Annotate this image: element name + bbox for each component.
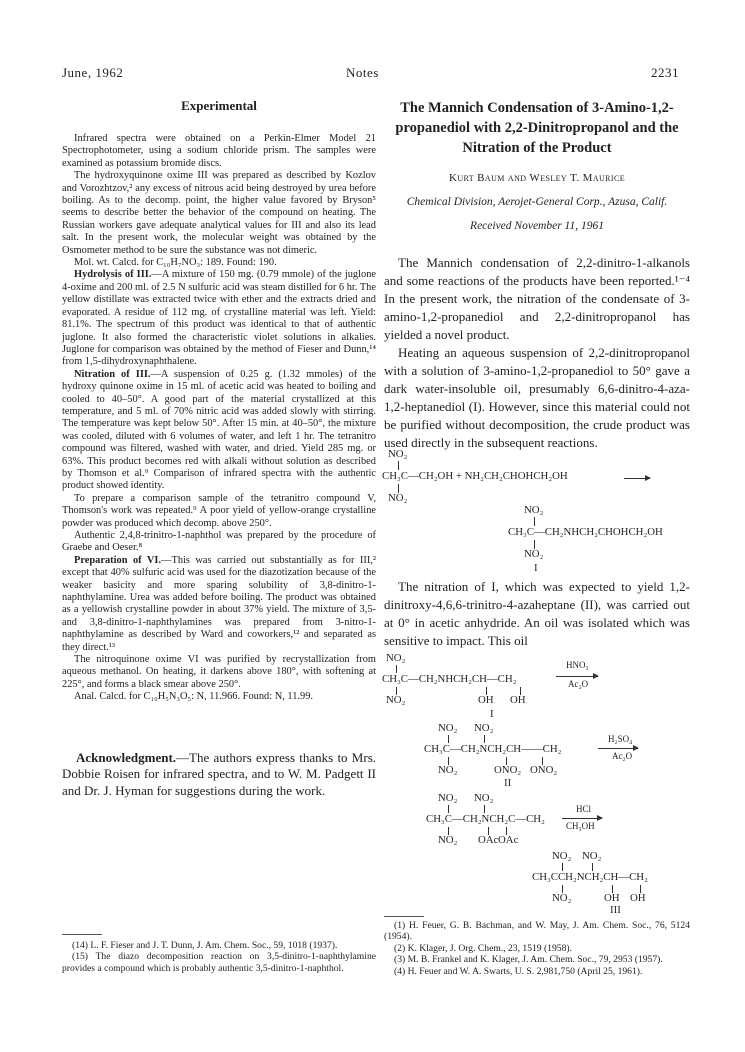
article-title: The Mannich Condensation of 3-Amino-1,2-propanediol with 2,2-Dinitropropanol and the Nitration of the Product xyxy=(395,100,679,156)
paragraph-recrystallization: The nitroquinone oxime VI was purified by recrystallization from aqueous methanol. On heating, it darkens above 180°, with softening at 225°, and forms a black smear above 250°. xyxy=(62,654,376,690)
p1-product: CH₃C—CH₂NHCH₂CHOHCH₂OH xyxy=(508,526,663,538)
reagent-hno3: HNO₃ xyxy=(566,660,589,670)
s3-no2-bottom: NO₂ xyxy=(438,764,458,776)
s5-oh-1: OH xyxy=(604,892,620,904)
hydrolysis-heading: Hydrolysis of III. xyxy=(74,269,152,281)
nitration-heading: Nitration of III. xyxy=(74,368,151,380)
r1-arrow xyxy=(624,478,650,479)
reaction-scheme-1 xyxy=(384,448,690,578)
s4-oac-1: OAc xyxy=(478,834,499,846)
paragraph-infrared: Infrared spectra were obtained on a Perkin-Elmer Model 21 Spectrophotometer, using a sodium chloride prism. The samples were examined as potassium bromide discs. xyxy=(62,133,376,169)
right-column-lower xyxy=(384,578,690,650)
acknowledgment-text: —The authors express thanks to Mrs. Dobbie Roisen for infrared spectra, and to W. M. Padgett II and Dr. J. Hyman for suggestions during the work. xyxy=(62,749,376,798)
left-column xyxy=(62,98,376,812)
footnote-2: (2) K. Klager, J. Org. Chem., 23, 1519 (1958). xyxy=(394,942,572,954)
nitration-text: —A suspension of 0.25 g. (1.32 mmoles) of the hydroxy quinone oxime in 15 ml. of acetic acid was heated to boiling and cooled to 40–50°. A good part of the material crystallized at this temperature, and 5 ml. of 70% nitric acid was added slowly with stirring. The temperature was kept below 50°. After 15 min. at 40–50°, the mixture was cooled, diluted with 6 volumes of water, and left 1 hr. The tetranitro compound was filtered, washed with water, and dried. Yield 285 mg. or 63%. This product becomes red with alkali without solution as described by Thomson et al.⁹ Comparison of infrared spectra with the authentic product showed identity. xyxy=(62,368,376,492)
s3-no2-top-2: NO₂ xyxy=(474,722,494,734)
article-authors: Kurt Baum and Wesley T. Maurice xyxy=(448,172,626,184)
footnote-1: (1) H. Feuer, G. B. Bachman, and W. May, J. Am. Chem. Soc., 76, 5124 (1954). xyxy=(384,920,690,943)
preparation-heading: Preparation of VI. xyxy=(74,554,162,566)
s4-bond-top-1 xyxy=(448,805,449,813)
footnote-3: (3) M. B. Frankel and K. Klager, J. Am. Chem. Soc., 79, 2953 (1957). xyxy=(394,954,663,966)
s2-oh-2: OH xyxy=(510,694,526,706)
p1-no2-bottom: NO₂ xyxy=(524,548,544,560)
article-affiliation: Chemical Division, Aerojet-General Corp., Azusa, Calif. xyxy=(406,196,668,208)
paragraph-trinitronaphthol: Authentic 2,4,8-trinitro-1-naphthol was prepared by the procedure of Graebe and Oeser.⁸ xyxy=(62,530,376,554)
paragraph-mol-wt: Mol. wt. Calcd. for C₁₀H₇NO₃: 189. Found: 190. xyxy=(74,257,277,269)
r1-no2-top: NO₂ xyxy=(388,448,408,460)
paragraph-comparison-sample: To prepare a comparison sample of the tetranitro compound V, Thomson's work was repeated.⁹ A poor yield of yellow-orange crystalline powder was produced which decomp. above 250°. xyxy=(62,492,376,529)
s2-no2-top: NO₂ xyxy=(386,652,406,664)
arrow-h2so4 xyxy=(598,748,638,749)
footnotes-left xyxy=(62,940,376,974)
s4-oac-2: OAc xyxy=(498,834,519,846)
s4-no2-bottom: NO₂ xyxy=(438,834,458,846)
reagent-ac2o-2: Ac₂O xyxy=(612,751,633,761)
arrow-hcl xyxy=(562,818,602,819)
s4-no2-top-2: NO₂ xyxy=(474,792,494,804)
s2-oh-1: OH xyxy=(478,694,494,706)
label-compound-I-a: I xyxy=(534,562,538,574)
s2-compound: CH₃C—CH₂NHCH₂CH—CH₂ xyxy=(382,673,517,685)
s5-no2-top-2: NO₂ xyxy=(582,850,602,862)
acknowledgment-heading: Acknowledgment. xyxy=(76,749,177,765)
arrow-nitration xyxy=(556,676,598,677)
header-page-number: 2231 xyxy=(651,65,679,80)
footnote-4: (4) H. Feuer and W. A. Swarts, U. S. 2,981,750 (April 25, 1961). xyxy=(394,965,643,977)
s3-ono2-2: ONO₂ xyxy=(530,764,558,776)
footnotes-right xyxy=(384,920,690,977)
article-received: Received November 11, 1961 xyxy=(470,220,604,232)
s5-bond-top-1 xyxy=(562,863,563,871)
p1-no2-top: NO₂ xyxy=(524,504,544,516)
s3-no2-top-1: NO₂ xyxy=(438,722,458,734)
s4-bond-top-2 xyxy=(484,805,485,813)
label-compound-III: III xyxy=(610,904,621,916)
right-column xyxy=(384,98,690,452)
s2-bond-top xyxy=(396,665,397,673)
paragraph-preparation-vi xyxy=(62,555,376,654)
label-compound-II: II xyxy=(504,777,512,789)
s5-no2-top-1: NO₂ xyxy=(552,850,572,862)
s4-no2-top-1: NO₂ xyxy=(438,792,458,804)
footnote-rule-left xyxy=(62,934,102,935)
preparation-text: —This was carried out substantially as for III,² except that 40% sulfuric acid was used for the diazotization because of the weaker basicity and more sparing solubility of 3,8-dinitro-1-naphthylamine. Urea was added before boiling. The product was obtained as a yellowish crystalline powder in about 37% yield. The mixture of 3,5- and 3,8-dinitro-1-naphthylamines was prepared from 3-nitro-1-naphthylamine as described by Ward and coworkers,¹² and separated as they direct.¹³ xyxy=(62,554,377,653)
paragraph-intro: The Mannich condensation of 2,2-dinitro-1-alkanols and some reactions of the products have been reported.¹⁻⁴ In the present work, the nitration of the condensate of 3-amino-1,2-propanediol and 2,2-dinitropropanol has yielded a novel product. xyxy=(384,255,690,342)
footnote-rule-right xyxy=(384,916,424,917)
paragraph-nitration-of-I: The nitration of I, which was expected to yield 1,2-dinitroxy-4,6,6-trinitro-4-azaheptane (II), was carried out at 0° in acetic anhydride. An oil was isolated which was sensitive to impact. This oil xyxy=(384,579,690,648)
reagent-hcl: HCl xyxy=(576,804,592,814)
header-section: Notes xyxy=(346,65,379,80)
s5-compound: CH₃CCH₂NCH₂CH—CH₂ xyxy=(532,871,648,883)
reaction-scheme-2 xyxy=(384,652,690,914)
paragraph-hydrolysis xyxy=(62,269,376,368)
s5-no2-bottom: NO₂ xyxy=(552,892,572,904)
paragraph-analysis: Anal. Calcd. for C₁₀H₅N₃O₅: N, 11.966. Found: N, 11.99. xyxy=(74,691,313,703)
reagent-ch3oh: CH₃OH xyxy=(566,821,595,831)
acknowledgment xyxy=(62,750,376,800)
footnote-14: (14) L. F. Fieser and J. T. Dunn, J. Am. Chem. Soc., 59, 1018 (1937). xyxy=(72,940,338,951)
p1-bond-top xyxy=(534,517,535,526)
s3-compound: CH₃C—CH₂NCH₂CH——CH₂ xyxy=(424,743,562,755)
s2-no2-bottom: NO₂ xyxy=(386,694,406,706)
footnote-15: (15) The diazo decomposition reaction on 3,5-dinitro-1-naphthylamine provides a compound which is probably authentic 3,5-dinitro-1-naphthol. xyxy=(62,951,376,974)
s3-ono2-1: ONO₂ xyxy=(494,764,522,776)
s3-bond-top-2 xyxy=(484,735,485,743)
reagent-h2so4: H₂SO₄ xyxy=(608,734,633,744)
section-title-experimental: Experimental xyxy=(181,98,257,113)
label-compound-I-b: I xyxy=(490,708,494,720)
header-date: June, 1962 xyxy=(62,65,124,80)
s3-bond-top-1 xyxy=(448,735,449,743)
s5-oh-2: OH xyxy=(630,892,646,904)
s5-bond-top-2 xyxy=(592,863,593,871)
hydrolysis-text: —A mixture of 150 mg. (0.79 mmole) of the juglone 4-oxime and 200 ml. of 2.5 N sulfuric acid was steam distilled for 6 hr. The yellow distillate was extracted twice with ether and the extracts dried and evaporated. A residue of 112 mg. of crystalline material was left. Yield: 81.1%. The spectrum of this product was identical to that of authentic juglone. It also formed the characteristic violet solutions in alkalies. Juglone for comparison was obtained by the method of Fieser and Dunn,¹⁴ from 1,5-dihydroxynaphthalene. xyxy=(62,269,376,368)
reagent-ac2o-1: Ac₂O xyxy=(568,679,589,689)
r1-reactants: CH₃C—CH₂OH + NH₂CH₂CHOHCH₂OH xyxy=(382,470,568,482)
paragraph-oxime-prep: The hydroxyquinone oxime III was prepared as described by Kozlov and Vorozhtzov,² any excess of nitrous acid being destroyed by urea before boiling. As to the decomp. point, the higher value favored by Bryson⁵ seems to describe better the behavior of the compound on heating. The Russian workers gave adequate analytical values for III and also its lead salt. In the present work, the molecular weight was obtained by the Osmometer method to be sure the substance was not dimeric. xyxy=(62,170,376,256)
r1-no2-bottom: NO₂ xyxy=(388,492,408,504)
paragraph-heating: Heating an aqueous suspension of 2,2-dinitropropanol with a solution of 3-amino-1,2-propanediol to 50° gave a dark water-insoluble oil, presumably 6,6-dinitro-4-aza-1,2-heptanediol (I). However, since this material could not be purified without decomposition, the crude product was used directly in the subsequent reactions. xyxy=(384,345,690,450)
paragraph-nitration xyxy=(62,369,376,493)
s4-compound: CH₃C—CH₂NCH₂C—CH₂ xyxy=(426,813,545,825)
r1-bond-top xyxy=(398,461,399,470)
